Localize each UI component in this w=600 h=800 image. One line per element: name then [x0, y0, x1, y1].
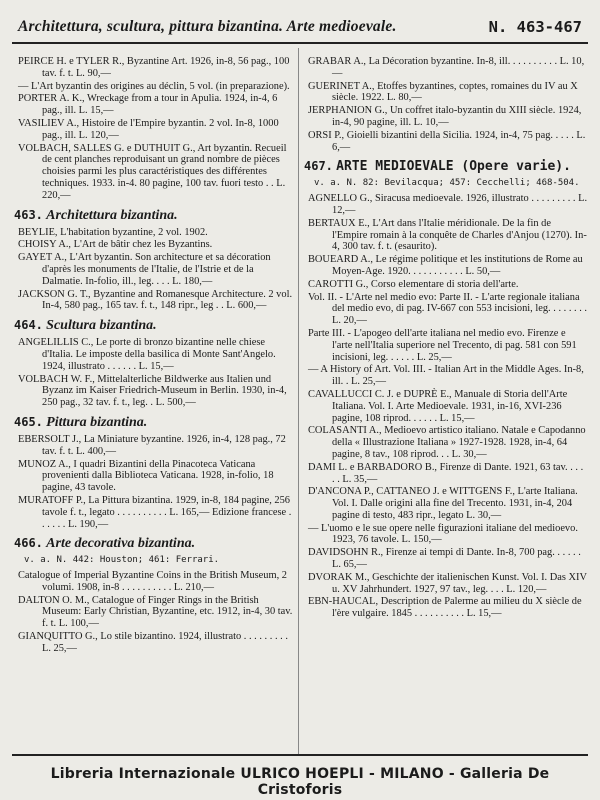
catalogue-entry: CAROTTI G., Corso elementare di storia dell'arte.	[308, 278, 519, 290]
catalogue-entry: GAYET A., L'Art byzantin. Son architecture et sa décoration d'après les monuments de l'Italie, de l'Istrie et de la Dalmatie. In-folio, ill., leg. . . . L. 180,—	[18, 252, 274, 287]
catalogue-entry: Vol. II. - L'Arte nel medio evo: Parte II. - L'arte regionale italiana del medio evo, di pag. IV-667 con 553 incisioni, leg. . . . . . . . L. 20,—	[308, 291, 590, 327]
catalogue-entry: Parte III. - L'apogeo dell'arte italiana nel medio evo. Firenze e l'arte nell'Italia superiore nel Trecento, di pag. 581 con 591 incisioni, leg. . . . . . L. 25,—	[308, 327, 580, 363]
publisher-line: Libreria Internazionale ULRICO HOEPLI - MILANO - Galleria De Cristoforis	[50, 766, 550, 798]
section-crossref: v. a. N. 82: Bevilacqua; 457: Cecchelli; 468-504.	[314, 178, 580, 189]
section-heading	[14, 415, 294, 430]
section-heading	[14, 208, 294, 223]
section-number: 466.	[14, 536, 43, 551]
catalogue-entry: VOLBACH W. F., Mittelalterliche Bildwerke aus Italien und Byzanz im Kaiser Friedrich-Museum in Berlin. 1930, in-4, 250 pag., 32 tav. f. t., leg. . L. 500,—	[18, 373, 290, 409]
catalogue-entry: ORSI P., Gioielli bizantini della Sicilia. 1924, in-4, 75 pag. . . . . L. 6,—	[308, 129, 588, 153]
catalogue-entry: BEYLIE, L'habitation byzantine, 2 vol. 1902.	[18, 226, 208, 238]
catalogue-entry: PEIRCE H. e TYLER R., Byzantine Art. 1926, in-8, 56 pag., 100 tav. f. t. L. 90,—	[18, 56, 292, 79]
section-number: 464.	[14, 318, 43, 333]
catalogue-entry: — A History of Art. Vol. III. - Italian Art in the Middle Ages. In-8, ill. . L. 25,—	[308, 364, 587, 388]
catalogue-entry: GIANQUITTO G., Lo stile bizantino. 1924, illustrato . . . . . . . . . L. 25,—	[18, 631, 291, 654]
page-header	[12, 8, 588, 44]
left-column	[14, 56, 294, 656]
section-crossref: v. a. N. 442: Houston; 461: Ferrari.	[24, 555, 220, 566]
catalogue-entry: JACKSON G. T., Byzantine and Romanesque Architecture. 2 vol. In-4, 580 pag., 165 tav. f. t., 148 ripr., leg . . L. 600,—	[18, 288, 295, 312]
catalogue-entry: D'ANCONA P., CATTANEO J. e WITTGENS F., L'arte Italiana. Vol. I. Dalle origini alla fine del Trecento. 1931, in-4, 204 pagine di testo, 483 ripr., legato L. 30,—	[308, 486, 581, 521]
catalogue-entry: DAMI L. e BARBADORO B., Firenze di Dante. 1921, 63 tav. . . . . . L. 35,—	[308, 461, 586, 485]
section-heading	[304, 159, 588, 174]
page-footer	[12, 754, 588, 798]
catalogue-entry: VOLBACH, SALLES G. e DUTHUIT G., Art byzantin. Recueil de cent planches reproduisant un grand nombre de pièces choisies parmi les plus caractéristiques des différentes techniques. 1933. in-4. 80 pagine, 100 tav. fuori testo . . L. 220,—	[18, 142, 290, 201]
catalogue-entry: — L'Art byzantin des origines au déclin, 5 vol. (in preparazione).	[18, 80, 290, 92]
catalogue-entry: MURATOFF P., La Pittura bizantina. 1929, in-8, 184 pagine, 256 tavole f. t., legato . . . . . . . . . . L. 165,— Edizione francese . . . . . . L. 190,—	[18, 494, 294, 530]
entries-top-left	[14, 56, 294, 202]
section-name: Arte decorativa bizantina.	[46, 536, 196, 552]
right-column	[304, 56, 588, 621]
section-name: Pittura bizantina.	[46, 414, 148, 430]
entries-top-right	[304, 56, 588, 153]
catalogue-entry: BOUEARD A., Le régime politique et les institutions de Rome au Moyen-Age. 1920. . . . . . . . . . . L. 50,—	[308, 254, 586, 277]
catalogue-entry: ANGELILLIS C., Le porte di bronzo bizantine nelle chiese d'Italia. Le imposte della basilica di Monte Sant'Angelo. 1924, illustrato . . . . . . L. 15,—	[18, 337, 279, 372]
catalogue-entry: CAVALLUCCI C. J. e DUPRÈ E., Manuale di Storia dell'Arte Italiana. Vol. I. Arte Medioevale. 1931, in-16, XVI-236 pagine, 108 riprod. . . . . . L. 15,—	[308, 388, 570, 424]
catalogue-entry: Catalogue of Imperial Byzantine Coins in the British Museum, 2 volumi. 1908, in-8 . . . . . . . . . . L. 210,—	[18, 570, 290, 593]
catalogue-entry: JERPHANION G., Un coffret italo-byzantin du XIII siècle. 1924, in-4, 90 pagine, ill. L. 10,—	[308, 105, 584, 128]
catalogue-entry: CHOISY A., L'Art de bâtir chez les Byzantins.	[18, 239, 213, 251]
catalogue-entry: COLASANTI A., Medioevo artistico italiano. Natale e Capodanno della « Illustrazione Italiana » 1927-1928. 1928, in-4, 64 pagine, 8 tav., 108 riprod. . . L. 30,—	[308, 425, 589, 460]
catalogue-entry: DVORAK M., Geschichte der italienischen Kunst. Vol. I. Das XIV u. XV Jahrhundert. 1927, 97 tav., leg. . . . L. 120,—	[308, 571, 590, 595]
section-name: ARTE MEDIOEVALE (Opere varie).	[336, 159, 571, 175]
catalogue-entry: VASILIEV A., Histoire de l'Empire byzantin. 2 vol. In-8, 1000 pag., ill. L. 120,—	[18, 117, 282, 141]
catalogue-entry: EBERSOLT J., La Miniature byzantine. 1926, in-4, 128 pag., 72 tav. f. t. L. 400,—	[18, 433, 289, 457]
section-number: 465.	[14, 414, 43, 429]
page-title: Architettura, scultura, pittura bizantina. Arte medioevale.	[18, 18, 397, 35]
section-heading	[14, 318, 294, 333]
catalogue-entry: AGNELLO G., Siracusa medioevale. 1926, illustrato . . . . . . . . . L. 12,—	[308, 193, 590, 216]
column-divider	[298, 48, 299, 756]
catalogue-entry: — L'uomo e le sue opere nelle figurazioni italiane del medioevo. 1923, 76 tavole. L. 150,—	[308, 522, 581, 546]
section-number: 463.	[14, 207, 43, 222]
section-name: Architettura bizantina.	[46, 207, 178, 223]
section-number: 467.	[304, 159, 333, 174]
catalogue-entry: GUERINET A., Etoffes byzantines, coptes, romaines du IV au X siècle. 1922. L. 80,—	[308, 80, 581, 104]
catalogue-entry: DALTON O. M., Catalogue of Finger Rings in the British Museum: Early Christian, Byzantine, etc. 1912, in-4, 30 tav. f. t. L. 100,—	[18, 594, 295, 630]
page-range: N. 463-467	[488, 18, 582, 36]
catalogue-entry: BERTAUX E., L'Art dans l'Italie méridionale. De la fin de l'Empire romain à la conquête de Charles d'Anjou (1270). In-4, 300 tav. f. t. (esaurito).	[308, 217, 587, 253]
catalogue-entry: DAVIDSOHN R., Firenze ai tempi di Dante. In-8, 700 pag. . . . . . L. 65,—	[308, 547, 584, 571]
catalogue-entry: PORTER A. K., Wreckage from a tour in Apulia. 1924, in-4, 6 pag., ill. L. 15,—	[18, 93, 280, 117]
catalogue-entry: EBN-HAUCAL, Description de Palerme au milieu du X siècle de l'ère vulgaire. 1845 . . . . . . . . . . L. 15,—	[308, 596, 585, 620]
catalogue-entry: MUNOZ A., I quadri Bizantini della Pinacoteca Vaticana provenienti dalla Biblioteca Vaticana. 1928, in-folio, 18 pagine, 43 tavole.	[18, 458, 277, 494]
section-heading	[14, 536, 294, 551]
catalogue-entry: GRABAR A., La Décoration byzantine. In-8, ill. . . . . . . . . . L. 10,—	[308, 56, 585, 79]
section-name: Scultura bizantina.	[46, 318, 157, 334]
